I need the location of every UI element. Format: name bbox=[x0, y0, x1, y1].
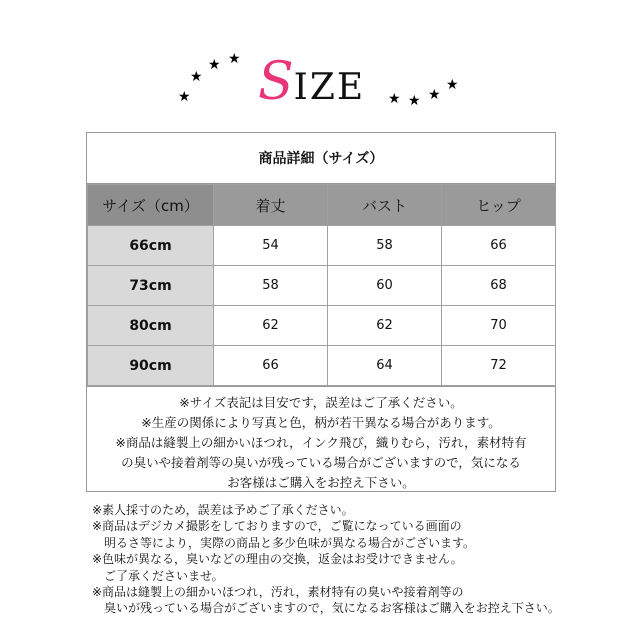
title-initial: S bbox=[258, 52, 294, 112]
footer-line: 臭いが残っている場合がございますので，気になるお客様はご購入をお控え下さい。 bbox=[104, 601, 560, 616]
table-row bbox=[88, 266, 556, 306]
cell-bust: 58 bbox=[328, 226, 442, 266]
star-icon: ★ bbox=[446, 77, 459, 93]
cell-length: 62 bbox=[214, 306, 328, 346]
cell-length: 54 bbox=[214, 226, 328, 266]
note-line: の臭いや接着剤等の臭いが残っている場合がございますので，気になる bbox=[121, 455, 521, 470]
size-table-card bbox=[86, 132, 556, 492]
cell-bust: 64 bbox=[328, 346, 442, 386]
size-table bbox=[87, 184, 556, 386]
row-size: 66cm bbox=[88, 226, 214, 266]
column-header-length: 着丈 bbox=[214, 185, 328, 226]
footer-line: ※素人採寸のため，誤差は予めご了承ください。 bbox=[92, 503, 354, 517]
row-size: 80cm bbox=[88, 306, 214, 346]
cell-bust: 60 bbox=[328, 266, 442, 306]
footer-disclaimer bbox=[92, 502, 612, 617]
note-line: ※商品は縫製上の細かいほつれ，インク飛び，織りむら，汚れ，素材特有 bbox=[115, 435, 527, 450]
star-icon: ★ bbox=[388, 91, 401, 107]
footer-line: ご了承くださいませ。 bbox=[104, 568, 224, 583]
cell-length: 66 bbox=[214, 346, 328, 386]
table-row bbox=[88, 346, 556, 386]
column-header-bust: バスト bbox=[328, 185, 442, 226]
cell-length: 58 bbox=[214, 266, 328, 306]
table-header-row bbox=[88, 185, 556, 226]
page-title bbox=[258, 52, 365, 112]
column-header-size: サイズ（cm） bbox=[88, 185, 214, 226]
row-size: 73cm bbox=[88, 266, 214, 306]
cell-hip: 66 bbox=[442, 226, 556, 266]
footer-line: 明るさ等により，実際の商品と多少色味が異なる場合がございます。 bbox=[104, 535, 476, 550]
table-row bbox=[88, 306, 556, 346]
note-line: ※生産の関係により写真と色，柄が若干異なる場合があります。 bbox=[141, 415, 501, 430]
note-line: ※サイズ表記は目安です，誤差はご了承ください。 bbox=[179, 395, 463, 410]
footer-line: ※色味が異なる，臭いなどの理由の交換，返金はお受けできません。 bbox=[92, 552, 463, 567]
footer-line: ※商品はデジカメ撮影をしておりますので，ご覧になっている画面の bbox=[92, 519, 462, 534]
star-icon: ★ bbox=[208, 57, 221, 73]
cell-hip: 70 bbox=[442, 306, 556, 346]
star-icon: ★ bbox=[408, 93, 421, 109]
star-icon: ★ bbox=[178, 89, 191, 105]
table-row bbox=[88, 226, 556, 266]
title-rest: IZE bbox=[293, 67, 366, 108]
footer-line: ※商品は縫製上の細かいほつれ，汚れ，素材特有の臭いや接着剤等の bbox=[92, 585, 464, 600]
size-header bbox=[0, 40, 640, 120]
cell-hip: 72 bbox=[442, 346, 556, 386]
table-caption: 商品詳細（サイズ） bbox=[87, 133, 555, 184]
row-size: 90cm bbox=[88, 346, 214, 386]
note-line: お客様はご購入をお控え下さい。 bbox=[227, 475, 415, 490]
cell-bust: 62 bbox=[328, 306, 442, 346]
cell-hip: 68 bbox=[442, 266, 556, 306]
star-icon: ★ bbox=[228, 51, 241, 67]
table-notes bbox=[87, 386, 555, 499]
column-header-hip: ヒップ bbox=[442, 185, 556, 226]
star-icon: ★ bbox=[428, 87, 441, 103]
star-icon: ★ bbox=[190, 69, 203, 85]
